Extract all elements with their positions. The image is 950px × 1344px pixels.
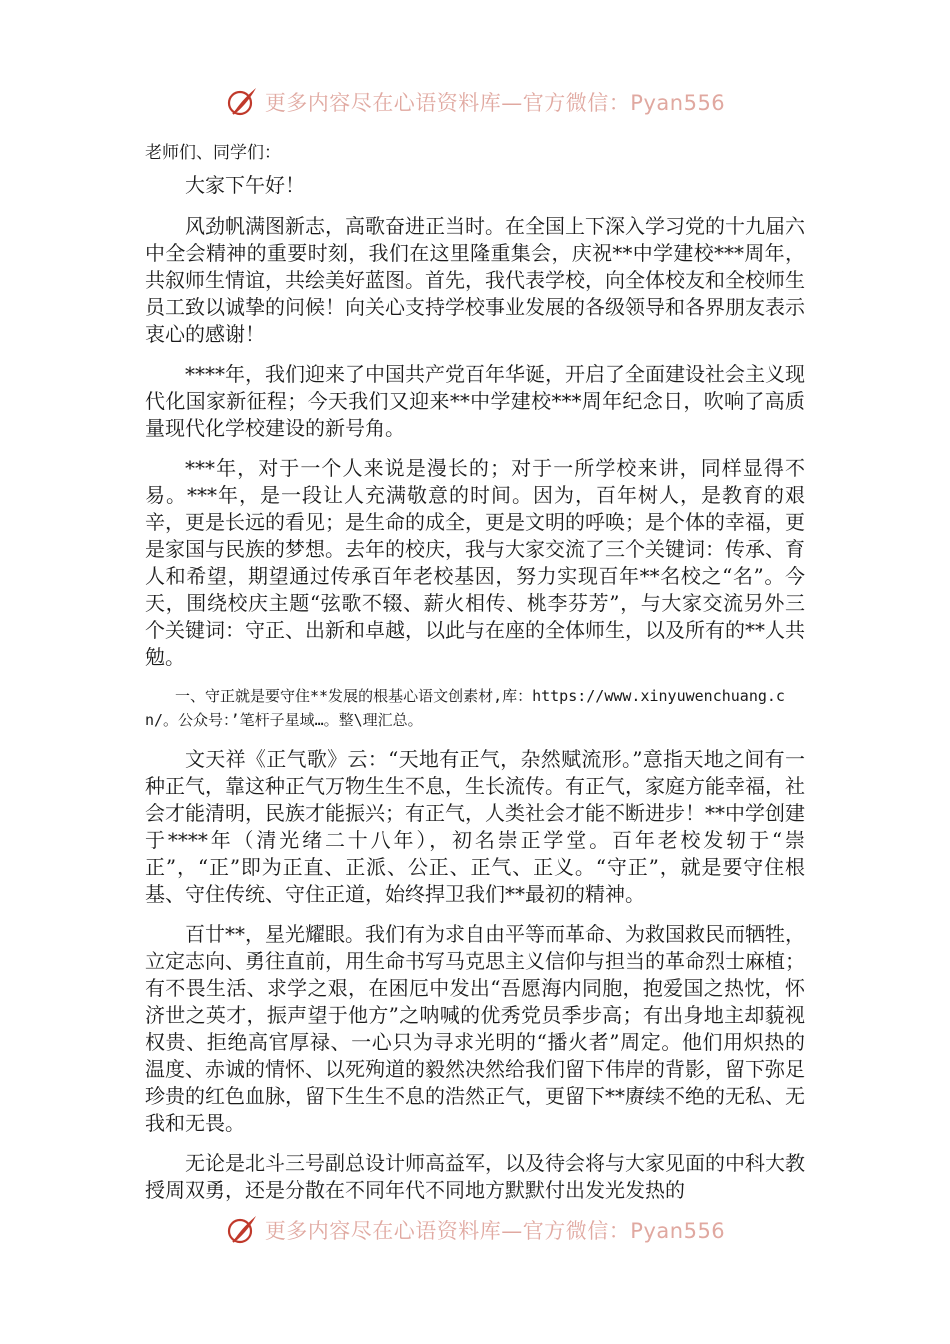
paragraph: 文天祥《正气歌》云：“天地有正气，杂然赋流形。”意指天地之间有一种正气，靠这种正气万物生生不息，生长流传。有正气，家庭方能幸福，社会才能清明，民族才能振兴；有正气，人类社会才能不断进步！**中学创建于****年（清光绪二十八年），初名崇正学堂。百年老校发轫于“崇正”，“正”即为正直、正派、公正、正气、正义。“守正”，就是要守住根基、守住传统、守住正道，始终捍卫我们**最初的精神。 [145, 747, 805, 906]
paragraph: ***年，对于一个人来说是漫长的；对于一所学校来讲，同样显得不易。***年，是一段让人充满敬意的时间。因为，百年树人，是教育的艰辛，更是长远的看见；是生命的成全，更是文明的呼唤；是个体的幸福，更是家国与民族的梦想。去年的校庆，我与大家交流了三个关键词：传承、育人和希望，期望通过传承百年老校基因，努力实现百年**名校之“名”。今天，围绕校庆主题“弦歌不辍、薪火相传、桃李芬芳”，与大家交流另外三个关键词：守正、出新和卓越，以此与在座的全体师生，以及所有的**人共勉。 [145, 456, 805, 669]
paragraph: 百廿**，星光耀眼。我们有为求自由平等而革命、为救国救民而牺牲，立定志向、勇往直前，用生命书写马克思主义信仰与担当的革命烈士麻植；有不畏生活、求学之艰，在困厄中发出“吾愿海内同胞，抱爱国之热忱，怀济世之英才，振声望于他方”之呐喊的优秀党员季步高；有出身地主却藐视权贵、拒绝高官厚禄、一心只为寻求光明的“播火者”周定。他们用炽热的温度、赤诚的情怀、以死殉道的毅然决然给我们留下伟岸的背影，留下弥足珍贵的红色血脉，留下生生不息的浩然正气，更留下**赓续不绝的无私、无我和无畏。 [145, 922, 805, 1135]
quill-pen-icon [225, 85, 259, 119]
banner-text: 更多内容尽在心语资料库—官方微信：Pyan556 [264, 91, 726, 115]
salutation: 老师们、同学们： [145, 143, 281, 163]
quill-pen-icon [225, 1213, 259, 1247]
paragraph: 无论是北斗三号副总设计师高益军，以及待会将与大家见面的中科大教授周双勇，还是分散在不同年代不同地方默默付出发光发热的 [145, 1151, 805, 1202]
section-heading: 一、守正就是要守住**发展的根基心语文创素材,库：https://www.xinyuwenchuang.cn/。公众号：’笔杆子星域…。整\理汇总。 [145, 687, 785, 729]
banner-text: 更多内容尽在心语资料库—官方微信：Pyan556 [264, 1219, 726, 1243]
header-banner [0, 82, 950, 122]
document-body [145, 140, 805, 1217]
paragraph: 风劲帆满图新志，高歌奋进正当时。在全国上下深入学习党的十九届六中全会精神的重要时刻，我们在这里隆重集会，庆祝**中学建校***周年，共叙师生情谊，共绘美好蓝图。首先，我代表学校，向全体校友和全校师生员工致以诚挚的问候！向关心支持学校事业发展的各级领导和各界朋友表示衷心的感谢！ [145, 214, 805, 346]
greeting: 大家下午好！ [185, 173, 305, 197]
paragraph: ****年，我们迎来了中国共产党百年华诞，开启了全面建设社会主义现代化国家新征程；今天我们又迎来**中学建校***周年纪念日，吹响了高质量现代化学校建设的新号角。 [145, 362, 805, 440]
footer-banner [0, 1210, 950, 1250]
